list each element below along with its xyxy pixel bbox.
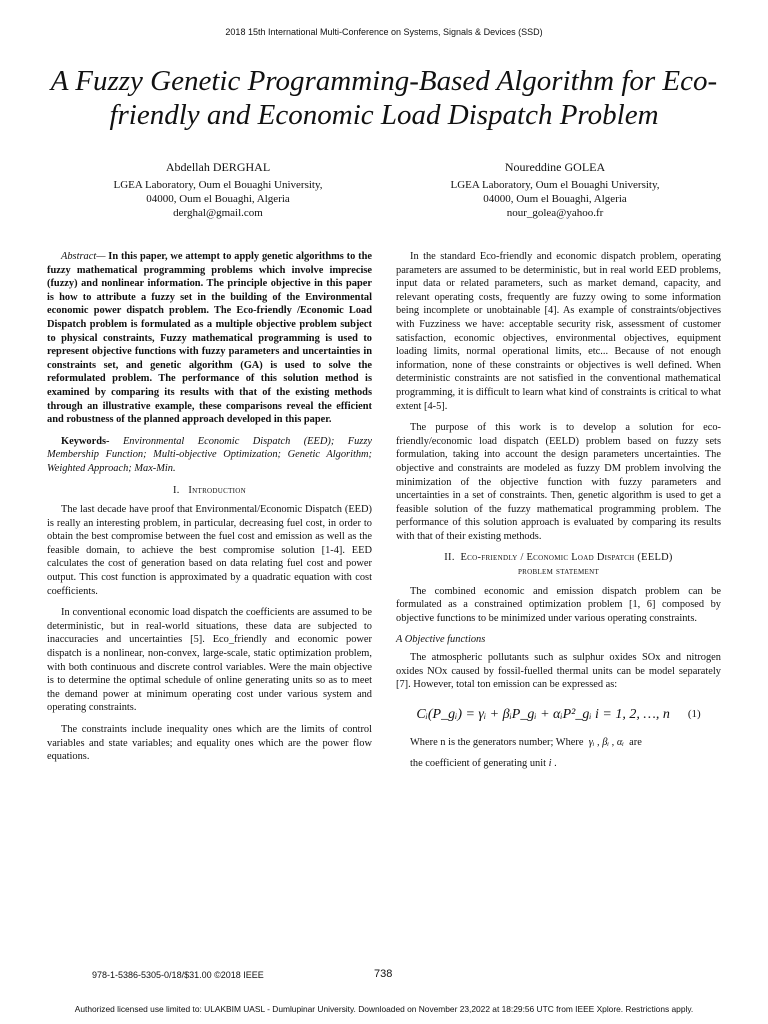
section-number: II. <box>444 552 455 564</box>
paper-title: A Fuzzy Genetic Programming-Based Algorithm for Eco-friendly and Economic Load Dispatch Problem <box>50 65 718 131</box>
abstract-text: In this paper, we attempt to apply genetic algorithms to the fuzzy mathematical programming problems which involve imprecise (fuzzy) and nonlinear information. The principle objective in this paper is how to attribute a fuzzy set in the building of the Environmental economic power dispatch problem. The Eco-friendly /Economic Load Dispatch problem is formulated as a multiple objective problem subject to physical constraints, Fuzzy mathematical programming is used to represent objective functions with fuzzy parameters and uncertainties in constraints set, and genetic algorithm (GA) is used to solve the reformulated problem. The performance of this solution method is examined by comparing its results with that of the existing methods through an illustrative example, these comparisons reveal the efficient and robustness of the planned approach developed in this paper. <box>47 251 373 426</box>
paragraph: In the standard Eco-friendly and economic dispatch problem, operating parameters are assumed to be deterministic, but in real world EED problems, input data or related parameters, such as market demand, capacity, and relevant operating costs, frequently are fuzzy owing to some information being incomplete or unobtainable [4]. As example of constraints/objectives with Fuzziness we have: acceptable security risk, assessment of customer satisfaction, economic objectives, environmental objectives, equipment loading limits, normal operational limits, etc... Because of not enough information, none of these constraints or objectives is well defined. When deterministic constraints are not satisfied in the conventional mathematical programming, it is difficult to learn what kind of constraints is critical to what extent [4-5]. <box>396 251 721 412</box>
author-address: 04000, Oum el Bouaghi, Algeria <box>483 193 627 205</box>
author-block <box>68 160 368 220</box>
paragraph: The purpose of this work is to develop a solution for eco-friendly/economic load dispatch (EELD) problem based on fuzzy sets formulation, taking into account the design parameters uncertainties. The objective and constraints are modeled as fuzzy DM problem involving the minimization of the objective function with fuzzy parameters and uncertainties in a set of constraints. Then, genetic algorithm is used to get a feasible solution of the fuzzy mathematical programming problem. The performance of this solution approach is evaluated by comparing its results with that of their existing methods. <box>396 422 721 542</box>
paragraph: The atmospheric pollutants such as sulphur oxides SOx and nitrogen oxides NOx caused by fossil-fuelled thermal units can be model separately [7]. However, total ton emission can be expressed as: <box>396 652 721 691</box>
section-heading <box>396 551 721 578</box>
paragraph: In conventional economic load dispatch the coefficients are assumed to be deterministic, but in real-world situations, these data are subjected to inaccuracies and uncertainties [5]. Eco_friendly and economic power dispatch is a nonlinear, non-convex, large-scale, static optimization problem, with both continuous and discrete control variables. Were the main objective is to determine the optimal schedule of online generating units so as to meet the demand power at minimum operating cost under various system and operating constraints. <box>47 607 372 714</box>
author-name: Abdellah DERGHAL <box>165 160 271 174</box>
paragraph: The last decade have proof that Environmental/Economic Dispatch (EED) is really an interesting problem, in particular, decreasing fuel cost, in order to obtain the best compromise between the fuel cost and emission as well as the feasible domain, to achieve the best compromise solution [1-4]. EED calculates the cost of generation based on data relating fuel cost and power output. This cost function is approximated by a quadratic equation with cost coefficients. <box>47 504 372 597</box>
abstract <box>47 250 372 427</box>
coefficient-text-post: are <box>629 736 642 748</box>
coefficient-text-pre: Where n is the generators number; Where <box>410 736 584 748</box>
author-address: 04000, Oum el Bouaghi, Algeria <box>146 193 290 205</box>
coefficient-symbols: γᵢ , βᵢ , αᵢ <box>588 736 624 748</box>
tail-text: the coefficient of generating unit <box>410 758 546 770</box>
section-number: I. <box>173 484 180 496</box>
isbn-footer: 978-1-5386-5305-0/18/$31.00 ©2018 IEEE <box>92 970 264 980</box>
coefficient-text-tail <box>396 757 721 771</box>
author-name: Noureddine GOLEA <box>504 160 606 174</box>
author-email: derghal@gmail.com <box>173 207 263 219</box>
section-title-line2: problem statement <box>517 566 600 578</box>
keywords-text: Environmental Economic Dispatch (EED); Fuzzy Membership Function; Multi-objective Optimization; Genetic Algorithm; Weighted Approach; Max-Min. <box>47 435 372 474</box>
author-affiliation: LGEA Laboratory, Oum el Bouaghi University, <box>113 179 323 191</box>
author-block <box>405 160 705 220</box>
equation <box>396 700 721 730</box>
author-email: nour_golea@yahoo.fr <box>506 207 604 219</box>
section-heading <box>47 484 372 498</box>
keywords-label: Keywords- <box>61 435 110 447</box>
left-column <box>47 250 372 772</box>
equation-body: Cᵢ(P_gᵢ) = γᵢ + βᵢP_gᵢ + αᵢP²_gᵢ i = 1, 2, …, n <box>416 707 670 723</box>
right-column <box>396 250 721 779</box>
keywords <box>47 435 372 476</box>
subsection-heading: A Objective functions <box>396 634 486 646</box>
paragraph: The combined economic and emission dispatch problem can be formulated as a constrained optimization problem [1, 6] composed by objective functions to be minimized under various operating constraints. <box>396 585 721 624</box>
conference-header: 2018 15th International Multi-Conference on Systems, Signals & Devices (SSD) <box>225 27 543 37</box>
paragraph: The constraints include inequality ones which are the limits of control variables and state variables; and equality ones which are the power flow equations. <box>47 724 372 763</box>
abstract-lead: Abstract— <box>61 251 106 262</box>
section-title: Introduction <box>188 484 246 496</box>
unit-index: i <box>548 758 552 770</box>
license-notice: Authorized licensed use limited to: ULAKBIM UASL - Dumlupinar University. Downloaded on November 23,2022 at 18:29:56 UTC from IEEE Xplore. Restrictions apply. <box>74 1004 694 1014</box>
page-number: 738 <box>374 968 393 980</box>
equation-number: (1) <box>687 708 701 721</box>
coefficient-text <box>396 736 721 750</box>
section-title: Eco-friendly / Economic Load Dispatch (EELD) <box>460 552 673 564</box>
author-affiliation: LGEA Laboratory, Oum el Bouaghi University, <box>450 179 660 191</box>
tail-end: . <box>554 758 557 770</box>
